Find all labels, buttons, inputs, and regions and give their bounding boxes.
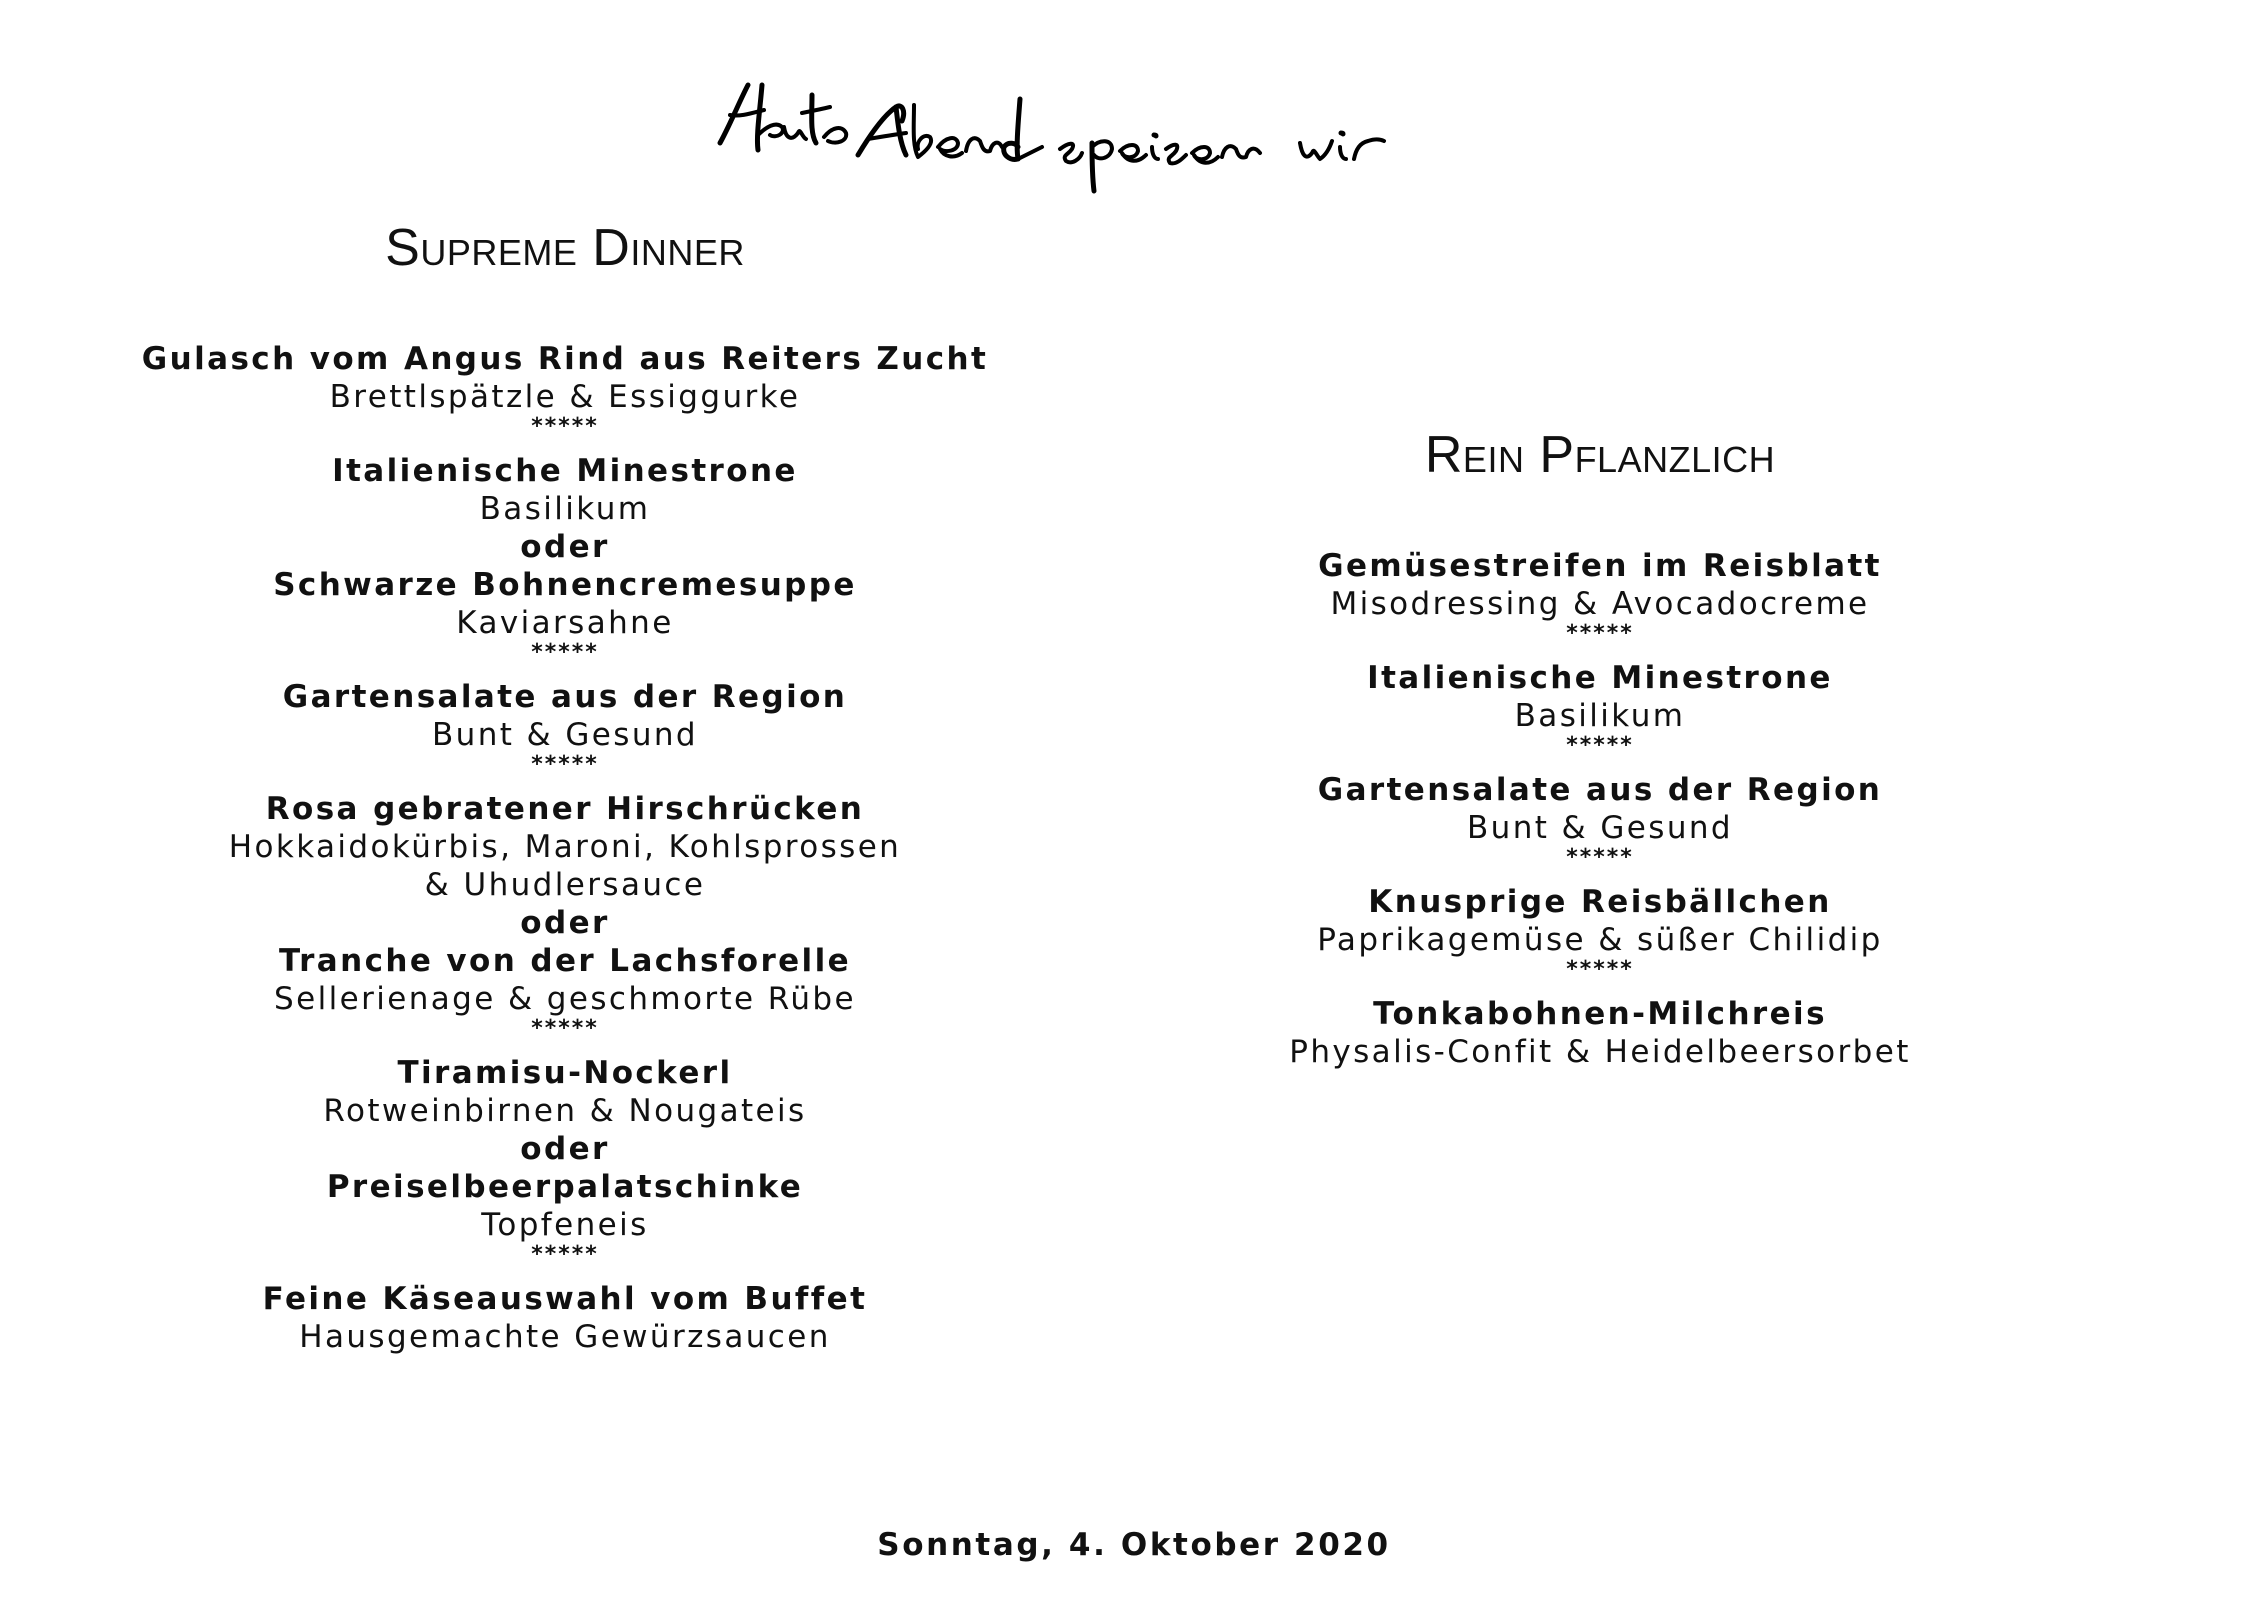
- vegan-dish-name: Gemüsestreifen im Reisblatt: [1318, 548, 1882, 584]
- supreme-course-separator: *****: [531, 640, 599, 665]
- menu-date: Sonntag, 4. Oktober 2020: [877, 1527, 1391, 1563]
- supreme-alternative-separator: oder: [520, 905, 610, 941]
- vegan-dish-description: Misodressing & Avocadocreme: [1330, 586, 1870, 622]
- supreme-dish-description: Basilikum: [479, 491, 651, 527]
- supreme-dish-name: Gulasch vom Angus Rind aus Reiters Zucht: [141, 341, 989, 377]
- vegan-dish-name: Tonkabohnen-Milchreis: [1373, 996, 1827, 1032]
- supreme-alternative-separator: oder: [520, 1131, 610, 1167]
- supreme-menu-lines: [100, 340, 1030, 1356]
- supreme-dish-name: Rosa gebratener Hirschrücken: [265, 791, 865, 827]
- supreme-dish-description: Brettlspätzle & Essiggurke: [329, 379, 801, 415]
- vegan-dish-description: Basilikum: [1514, 698, 1686, 734]
- supreme-dish-description: Topfeneis: [481, 1207, 649, 1243]
- vegan-course-separator: *****: [1566, 845, 1634, 870]
- supreme-dish-name: Italienische Minestrone: [332, 453, 798, 489]
- vegan-course-separator: *****: [1566, 733, 1634, 758]
- handwritten-title: [700, 55, 1500, 205]
- supreme-dish-name: Schwarze Bohnencremesuppe: [273, 567, 857, 603]
- supreme-course-separator: *****: [531, 752, 599, 777]
- menu-heading-vegan: Rein Pflanzlich: [1424, 426, 1776, 484]
- vegan-dish-description: Bunt & Gesund: [1466, 810, 1734, 846]
- supreme-alternative-separator: oder: [520, 529, 610, 565]
- supreme-dish-name: Gartensalate aus der Region: [282, 679, 848, 715]
- vegan-course-separator: *****: [1566, 957, 1634, 982]
- supreme-dish-description: Sellerienage & geschmorte Rübe: [274, 981, 856, 1017]
- supreme-dish-description: & Uhudlersauce: [424, 867, 706, 903]
- supreme-dish-description: Bunt & Gesund: [431, 717, 699, 753]
- vegan-dish-name: Italienische Minestrone: [1367, 660, 1833, 696]
- supreme-course-separator: *****: [531, 1016, 599, 1041]
- vegan-course-separator: *****: [1566, 621, 1634, 646]
- supreme-dish-name: Feine Käseauswahl vom Buffet: [262, 1281, 868, 1317]
- supreme-dinner-menu: [100, 218, 1030, 1356]
- vegan-dish-description: Physalis-Confit & Heidelbeersorbet: [1289, 1034, 1911, 1070]
- supreme-dish-description: Kaviarsahne: [456, 605, 674, 641]
- supreme-course-separator: *****: [531, 414, 599, 439]
- menu-heading-supreme: Supreme Dinner: [385, 219, 745, 277]
- vegan-menu-lines: [1140, 547, 2060, 1071]
- supreme-dish-name: Preiselbeerpalatschinke: [326, 1169, 804, 1205]
- vegan-dish-name: Knusprige Reisbällchen: [1368, 884, 1832, 920]
- supreme-course-separator: *****: [531, 1242, 599, 1267]
- vegan-menu: [1140, 425, 2060, 1071]
- supreme-dish-description: Hausgemachte Gewürzsaucen: [299, 1319, 831, 1355]
- supreme-dish-name: Tiramisu-Nockerl: [397, 1055, 733, 1091]
- supreme-dish-name: Tranche von der Lachsforelle: [278, 943, 852, 979]
- vegan-dish-description: Paprikagemüse & süßer Chilidip: [1317, 922, 1883, 958]
- supreme-dish-description: Hokkaidokürbis, Maroni, Kohlsprossen: [228, 829, 902, 865]
- supreme-dish-description: Rotweinbirnen & Nougateis: [323, 1093, 807, 1129]
- vegan-dish-name: Gartensalate aus der Region: [1317, 772, 1883, 808]
